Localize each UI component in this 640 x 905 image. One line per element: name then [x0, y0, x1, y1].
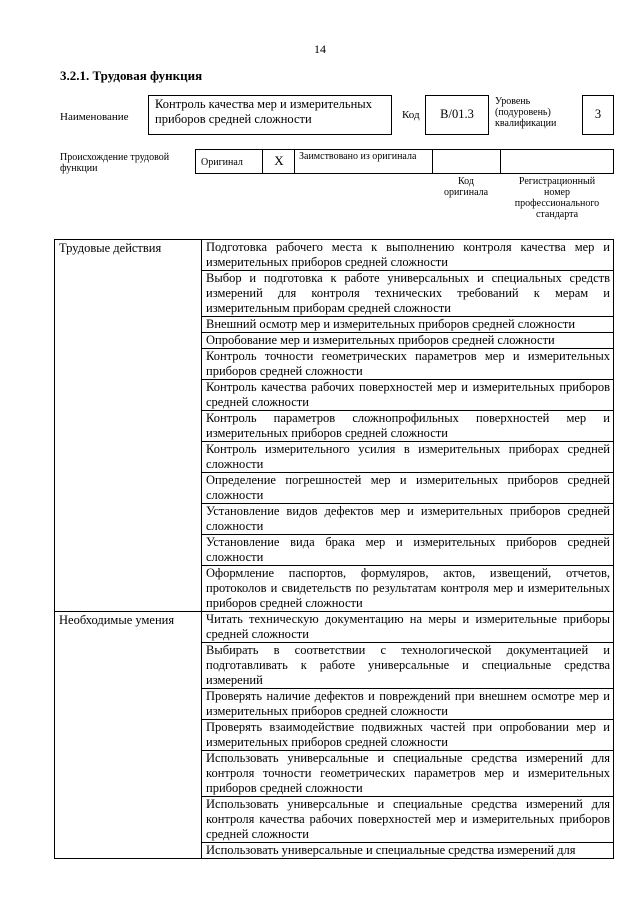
name-label: Наименование — [60, 111, 129, 123]
skill-row — [55, 612, 614, 643]
name-value-box — [148, 95, 392, 135]
skill-row-text: Читать техническую документацию на меры и измерительные приборы средней сложности — [202, 612, 614, 643]
labor-action-row-text: Опробование мер и измерительных приборов средней сложности — [202, 333, 614, 349]
borrowed-label: Заимствовано из оригинала — [299, 151, 417, 162]
level-value: 3 — [594, 107, 602, 121]
labor-action-row — [55, 240, 614, 271]
labor-action-row-text: Установление вида брака мер и измерительных приборов средней сложности — [202, 535, 614, 566]
skills-label: Необходимые умения — [55, 612, 202, 859]
code-label: Код — [402, 109, 420, 121]
origin-label: Происхождение трудовой функции — [60, 152, 170, 174]
labor-actions-label: Трудовые действия — [55, 240, 202, 612]
labor-action-row-text: Подготовка рабочего места к выполнению контроля качества мер и измерительных приборов средней сложности — [202, 240, 614, 271]
labor-action-row-text: Контроль параметров сложнопрофильных поверхностей мер и измерительных приборов средней сложности — [202, 411, 614, 442]
labor-action-row-text: Определение погрешностей мер и измерительных приборов средней сложности — [202, 473, 614, 504]
level-value-box — [582, 95, 614, 135]
code-original-caption: Код оригинала — [443, 176, 489, 198]
labor-action-row-text: Установление видов дефектов мер и измерительных приборов средней сложности — [202, 504, 614, 535]
name-value: Контроль качества мер и измерительных приборов средней сложности — [155, 97, 372, 126]
skill-row-text: Использовать универсальные и специальные средства измерений для контроля точности геометрических параметров мер и измерительных приборов средней сложности — [202, 751, 614, 797]
page-number: 14 — [314, 42, 326, 56]
original-mark: X — [274, 153, 284, 168]
labor-action-row-text: Контроль качества рабочих поверхностей мер и измерительных приборов средней сложности — [202, 380, 614, 411]
labor-action-row-text: Оформление паспортов, формуляров, актов, извещений, отчетов, протоколов и свидетельств по результатам контроля мер и измерительных приборов средней сложности — [202, 566, 614, 612]
section-title: 3.2.1. Трудовая функция — [60, 68, 203, 83]
skill-row-text: Проверять взаимодействие подвижных частей при опробовании мер и измерительных приборов средней сложности — [202, 720, 614, 751]
function-details-table — [54, 239, 614, 859]
skill-row-text: Использовать универсальные и специальные средства измерений для — [202, 843, 614, 859]
original-label: Оригинал — [201, 157, 243, 168]
code-value: B/01.3 — [440, 107, 474, 121]
level-label: Уровень (подуровень) квалификации — [495, 96, 557, 129]
skill-row-text: Использовать универсальные и специальные средства измерений для контроля качества рабочих поверхностей мер и измерительных приборов средней сложности — [202, 797, 614, 843]
labor-action-row-text: Контроль измерительного усилия в измерительных приборах средней сложности — [202, 442, 614, 473]
skill-row-text: Проверять наличие дефектов и повреждений при внешнем осмотре мер и измерительных приборов средней сложности — [202, 689, 614, 720]
registration-number-caption: Регистрационный номер профессионального стандарта — [514, 176, 600, 220]
labor-action-row-text: Внешний осмотр мер и измерительных приборов средней сложности — [202, 317, 614, 333]
code-value-box — [425, 95, 489, 135]
labor-action-row-text: Контроль точности геометрических параметров мер и измерительных приборов средней сложности — [202, 349, 614, 380]
labor-action-row-text: Выбор и подготовка к работе универсальных и специальных средств измерений для контроля технических требований к мерам и измерительным приборам средней сложности — [202, 271, 614, 317]
skill-row-text: Выбирать в соответствии с технологической документацией и подготавливать к работе универсальные и специальные средства измерений — [202, 643, 614, 689]
